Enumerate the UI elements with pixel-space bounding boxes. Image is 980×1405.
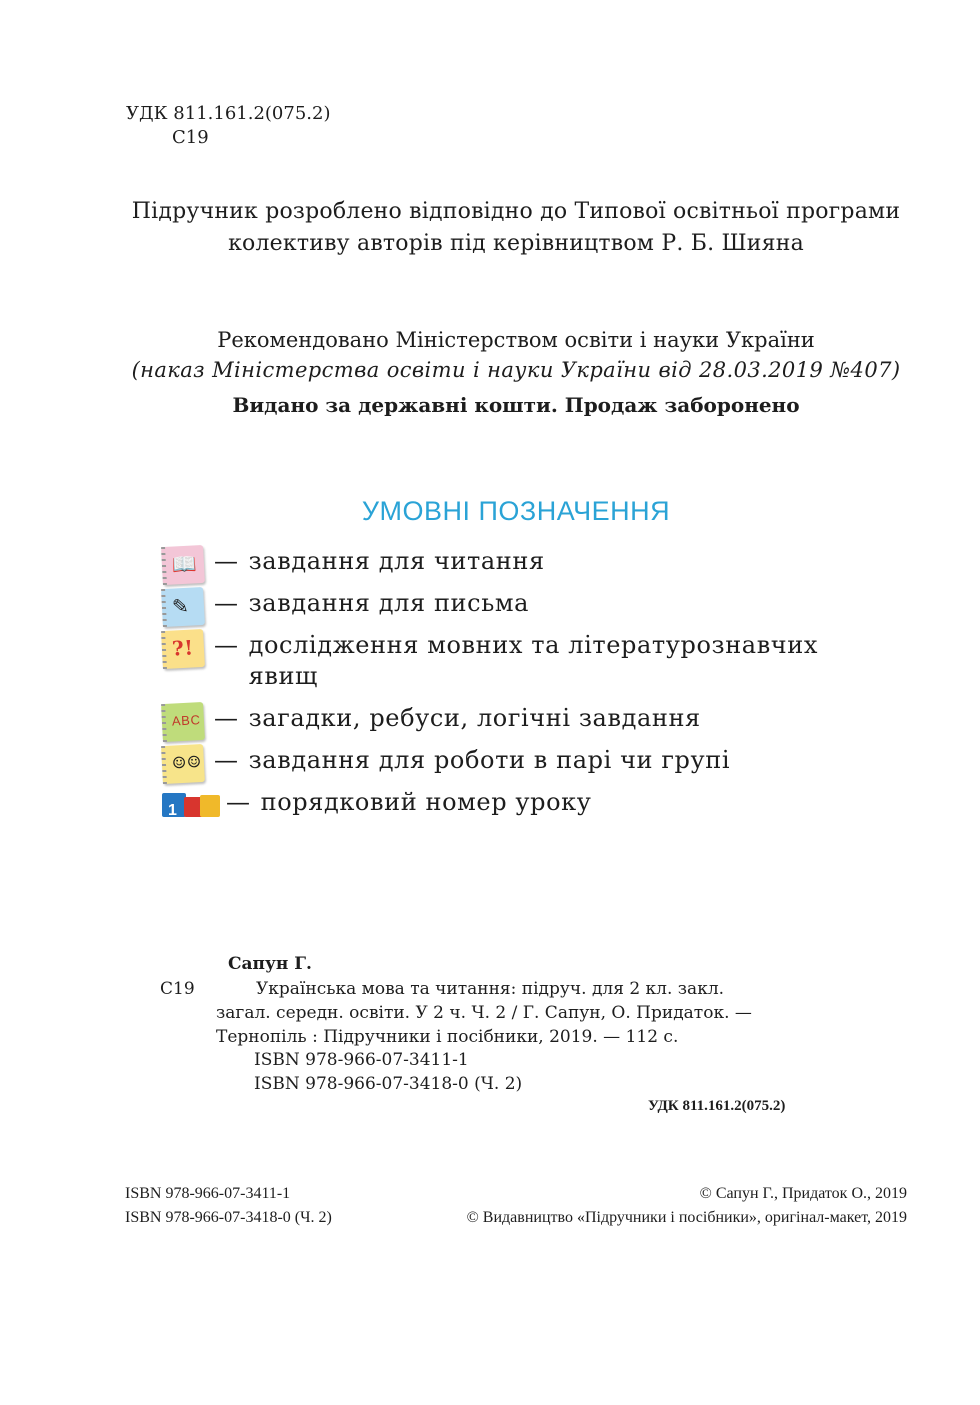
program-note [0,196,980,260]
lesson-number-icon [162,787,220,819]
program-line-1: Підручник розроблено відповідно до Типової освітньої програми [131,199,901,224]
udk-header [126,102,330,150]
program-line-2: колективу авторів під керівництвом Р. Б. Шияна [228,231,804,256]
lesson-number-badge: 1 [168,802,178,819]
legend-item-label: завдання для письма [248,589,530,617]
legend-item-research: ?! — дослідження мовних та літературознавчих явищ [162,630,882,703]
footer-isbn [125,1182,332,1230]
catalog-isbn-part: ISBN 978-966-07-3418-0 (Ч. 2) [254,1074,523,1094]
recommendation-note [0,325,980,385]
legend-title: УМОВНІ ПОЗНАЧЕННЯ [361,496,671,526]
udk-code: УДК 811.161.2(075.2) [126,103,331,124]
reading-icon: 📖 [161,545,205,585]
funding-notice: Видано за державні кошти. Продаж заборонено [232,393,800,417]
catalog-description-line: загал. середн. освіти. У 2 ч. Ч. 2 / Г. Сапун, О. Придаток. — [216,1003,752,1023]
legend-item-label: порядковий номер уроку [260,788,592,816]
legend-list [162,546,882,829]
footer-copyright [467,1182,907,1230]
legend-item-lesson-number: 1 — порядковий номер уроку [162,787,882,829]
copyright-authors: © Сапун Г., Придаток О., 2019 [699,1185,907,1202]
catalog-author: Сапун Г. [228,954,312,974]
legend-item-label: завдання для читання [248,547,545,575]
recommendation-line: Рекомендовано Міністерством освіти і науки України [217,328,815,352]
catalog-index: С19 [172,127,209,148]
catalog-description-line: Тернопіль : Підручники і посібники, 2019. — 112 с. [216,1027,679,1047]
catalog-isbn: ISBN 978-966-07-3411-1 [254,1050,469,1070]
order-reference: (наказ Міністерства освіти і науки України від 28.03.2019 №407) [131,358,901,382]
footer-isbn-2: ISBN 978-966-07-3418-0 (Ч. 2) [125,1209,332,1226]
writing-icon: ✎ [161,587,205,627]
footer-isbn-1: ISBN 978-966-07-3411-1 [125,1185,291,1202]
catalog-description-line: Українська мова та читання: підруч. для 2 кл. закл. [256,979,725,999]
legend-item-reading: 📖 — завдання для читання [162,546,882,588]
puzzle-icon: ABC [161,702,205,742]
catalog-code: С19 [160,979,195,999]
legend-item-label: загадки, ребуси, логічні завдання [248,704,701,732]
copyright-publisher: © Видавництво «Підручники і посібники», оригінал-макет, 2019 [466,1209,907,1226]
pair-work-icon: ☺☺ [161,744,205,784]
legend-item-label: завдання для роботи в парі чи групі [248,746,731,774]
legend-item-pair-work: ☺☺ — завдання для роботи в парі чи групі [162,745,882,787]
research-icon: ?! [161,629,205,669]
catalog-description [216,977,822,1049]
catalog-udk: УДК 811.161.2(075.2) [648,1098,786,1114]
legend-item-writing: ✎ — завдання для письма [162,588,882,630]
legend-item-puzzle: ABC — загадки, ребуси, логічні завдання [162,703,882,745]
legend-item-label: дослідження мовних та літературознавчих явищ [248,631,819,690]
